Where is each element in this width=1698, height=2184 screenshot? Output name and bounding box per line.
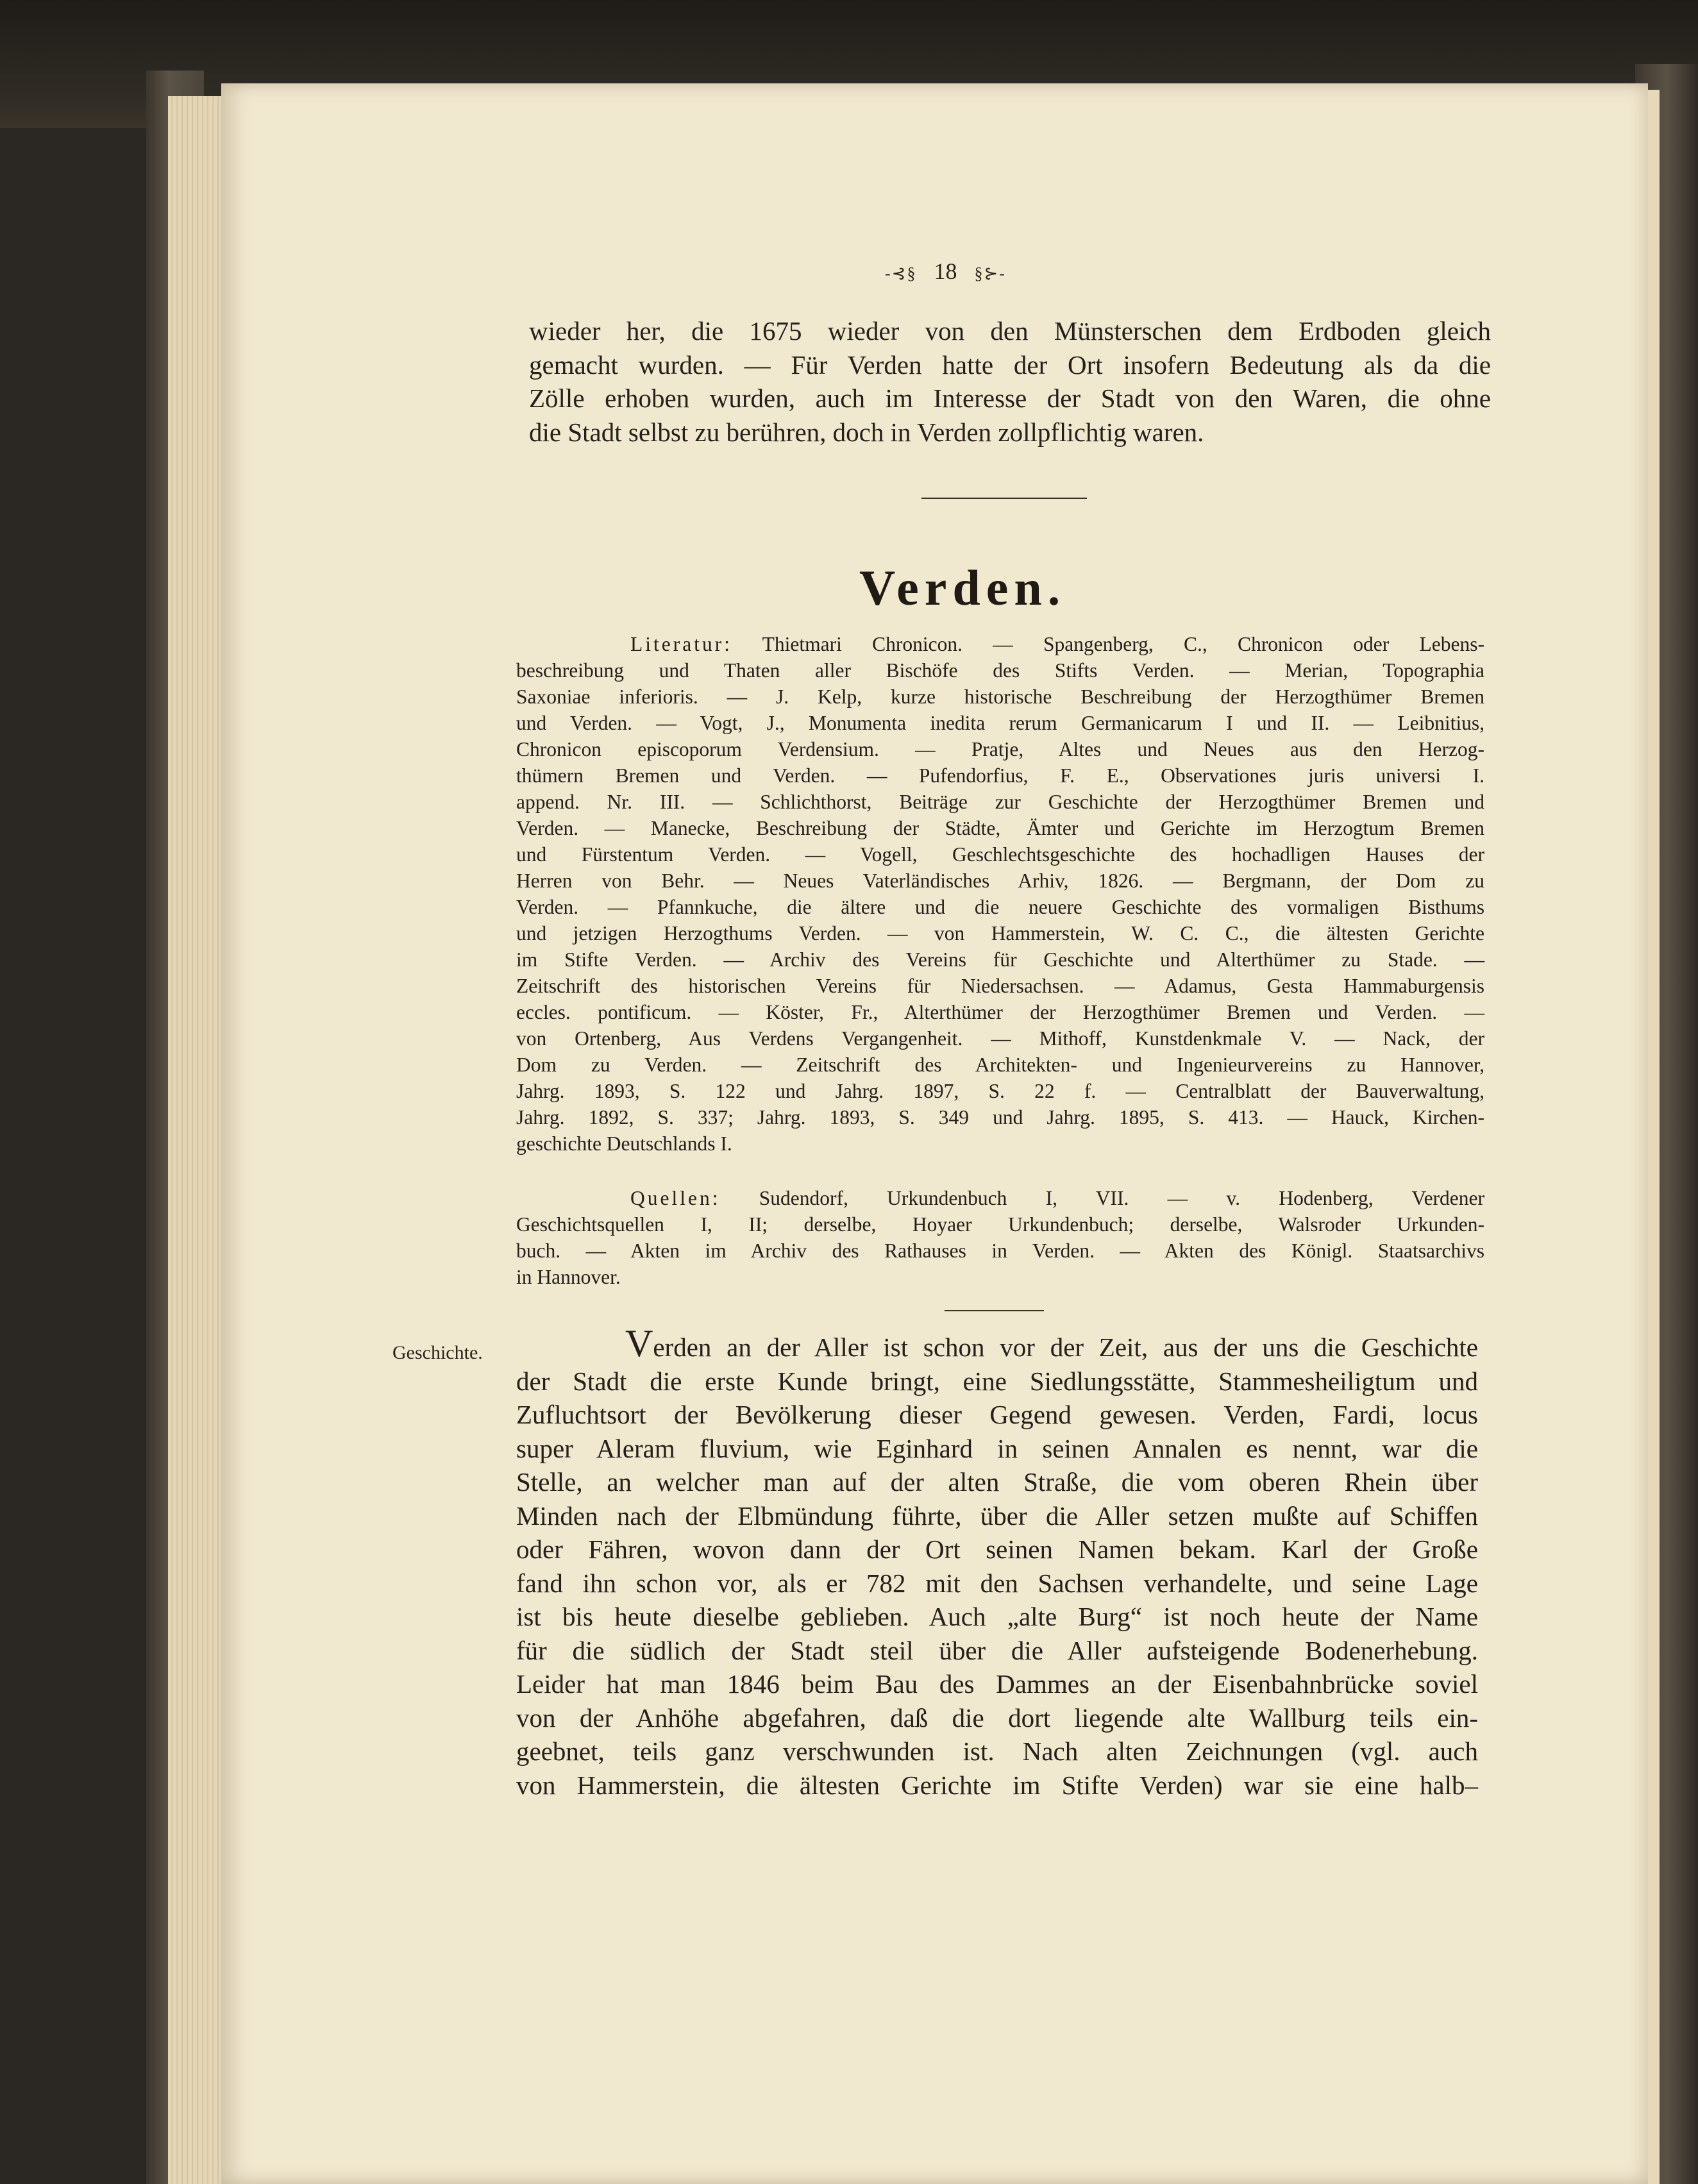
text-line: fand ihn schon vor, als er 782 mit den Sachsen verhandelte, und seine Lage	[516, 1568, 1478, 1598]
text-line: und Verden. — Vogt, J., Monumenta inedita rerum Germanicarum I und II. — Leibnitius,	[516, 712, 1484, 734]
quellen-label: Quellen:	[630, 1187, 721, 1209]
text-line: Herren von Behr. — Neues Vaterländisches Arhiv, 1826. — Bergmann, der Dom zu	[516, 869, 1484, 892]
text-line: geschichte Deutschlands I.	[516, 1132, 732, 1155]
text-line: Thietmari Chronicon. — Spangenberg, C., Chronicon oder Lebens-	[762, 633, 1484, 655]
text-line: oder Fähren, wovon dann der Ort seinen Namen bekam. Karl der Große	[516, 1534, 1478, 1564]
page-number: 18	[934, 258, 957, 284]
text-line: eccles. pontificum. — Köster, Fr., Alterthümer der Herzogthümer Bremen und Verden. —	[516, 1001, 1484, 1023]
quellen-block	[516, 1185, 1484, 1290]
text-line: Verden. — Manecke, Beschreibung der Städte, Ämter und Gerichte im Herzogtum Bremen	[516, 817, 1484, 839]
text-line: Chronicon episcoporum Verdensium. — Pratje, Altes und Neues aus den Herzog-	[516, 738, 1484, 760]
text-line: super Aleram fluvium, wie Eginhard in seinen Annalen es nennt, war die	[516, 1433, 1478, 1463]
literatur-block	[516, 631, 1484, 1157]
text-line: Verden. — Pfannkuche, die ältere und die neuere Geschichte des vormaligen Bisthums	[516, 896, 1484, 918]
text-line: geebnet, teils ganz verschwunden ist. Nach alten Zeichnungen (vgl. auch	[516, 1736, 1478, 1766]
text-line: beschreibung und Thaten aller Bischöfe des Stifts Verden. — Merian, Topographia	[516, 659, 1484, 682]
text-line: Jahrg. 1892, S. 337; Jahrg. 1893, S. 349 und Jahrg. 1895, S. 413. — Hauck, Kirchen-	[516, 1106, 1484, 1129]
text-line: Zeitschrift des historischen Vereins für Niedersachsen. — Adamus, Gesta Hammaburgensis	[516, 975, 1484, 997]
text-line: und Fürstentum Verden. — Vogell, Geschlechtsgeschichte des hochadligen Hauses der	[516, 843, 1484, 866]
page-edges	[168, 96, 226, 2184]
quellen-first-line	[516, 1185, 1484, 1211]
text-line: Zölle erhoben wurden, auch im Interesse der Stadt von den Waren, die ohne	[529, 383, 1491, 413]
text-line: Minden nach der Elbmündung führte, über die Aller setzen mußte auf Schiffen	[516, 1500, 1478, 1531]
text-line: und jetzigen Herzogthums Verden. — von Hammerstein, W. C. C., die ältesten Gerichte	[516, 922, 1484, 945]
text-line: ist bis heute dieselbe geblieben. Auch „alte Burg“ ist noch heute der Name	[516, 1602, 1478, 1631]
text-line: Stelle, an welcher man auf der alten Straße, die vom oberen Rhein über	[516, 1467, 1478, 1497]
text-line: im Stifte Verden. — Archiv des Vereins für Geschichte und Alterthümer zu Stade. —	[516, 948, 1484, 971]
literatur-label: Literatur:	[630, 633, 732, 655]
text-line: von Ortenberg, Aus Verdens Vergangenheit. — Mithoff, Kunstdenkmale V. — Nack, der	[516, 1027, 1484, 1050]
text-line: gemacht wurden. — Für Verden hatte der Ort insofern Bedeutung als da die	[529, 349, 1491, 380]
page-right-edge	[1648, 90, 1660, 2184]
text-line: der Stadt die erste Kunde bringt, eine Siedlungsstätte, Stammesheiligtum und	[516, 1366, 1478, 1396]
text-line: buch. — Akten im Archiv des Rathauses in Verden. — Akten des Königl. Staatsarchivs	[516, 1239, 1484, 1262]
text-line: Geschichtsquellen I, II; derselbe, Hoyaer Urkundenbuch; derselbe, Walsroder Urkunden-	[516, 1213, 1484, 1236]
text-line: die Stadt selbst zu berühren, doch in Verden zollpflichtig waren.	[529, 417, 1204, 447]
geschichte-paragraph	[516, 1322, 1478, 1802]
literatur-first-line	[516, 631, 1484, 657]
geschichte-first-line	[516, 1322, 1478, 1365]
text-line: Dom zu Verden. — Zeitschrift des Architekten- und Ingenieurvereins zu Hannover,	[516, 1054, 1484, 1076]
header-ornament-left: -⊰§	[885, 264, 917, 283]
text-line: von der Anhöhe abgefahren, daß die dort liegende alte Wallburg teils ein-	[516, 1702, 1478, 1733]
section-title: Verden.	[859, 560, 1066, 616]
text-line: Saxoniae inferioris. — J. Kelp, kurze historische Beschreibung der Herzogthümer Bremen	[516, 685, 1484, 708]
text-line: Sudendorf, Urkundenbuch I, VII. — v. Hodenberg, Verdener	[759, 1187, 1484, 1209]
text-line: in Hannover.	[516, 1266, 621, 1288]
text-line: Zufluchtsort der Bevölkerung dieser Gegend gewesen. Verden, Fardi, locus	[516, 1400, 1478, 1429]
section-divider-top	[921, 498, 1087, 499]
text-line: wieder her, die 1675 wieder von den Münsterschen dem Erdboden gleich	[529, 316, 1491, 346]
text-line: für die südlich der Stadt steil über die Aller aufsteigende Bodenerhebung.	[516, 1635, 1478, 1665]
text-line: Jahrg. 1893, S. 122 und Jahrg. 1897, S. 22 f. — Centralblatt der Bauverwaltung,	[516, 1080, 1484, 1102]
dropcap: V	[625, 1322, 653, 1365]
margin-note: Geschichte.	[392, 1342, 483, 1363]
intro-paragraph	[529, 314, 1491, 449]
text-line: thümern Bremen und Verden. — Pufendorfius, F. E., Observationes juris universi I.	[516, 764, 1484, 787]
text-line: erden an der Aller ist schon vor der Zeit, aus der uns die Geschichte	[653, 1332, 1478, 1362]
text-line: append. Nr. III. — Schlichthorst, Beiträge zur Geschichte der Herzogthümer Bremen und	[516, 791, 1484, 813]
text-line: Leider hat man 1846 beim Bau des Dammes an der Eisenbahnbrücke soviel	[516, 1669, 1478, 1699]
page-header	[885, 258, 1077, 290]
text-line: von Hammerstein, die ältesten Gerichte im Stifte Verden) war sie eine halb–	[516, 1770, 1478, 1800]
section-divider-bottom	[945, 1310, 1044, 1311]
header-ornament-right: §⊱-	[974, 264, 1006, 283]
